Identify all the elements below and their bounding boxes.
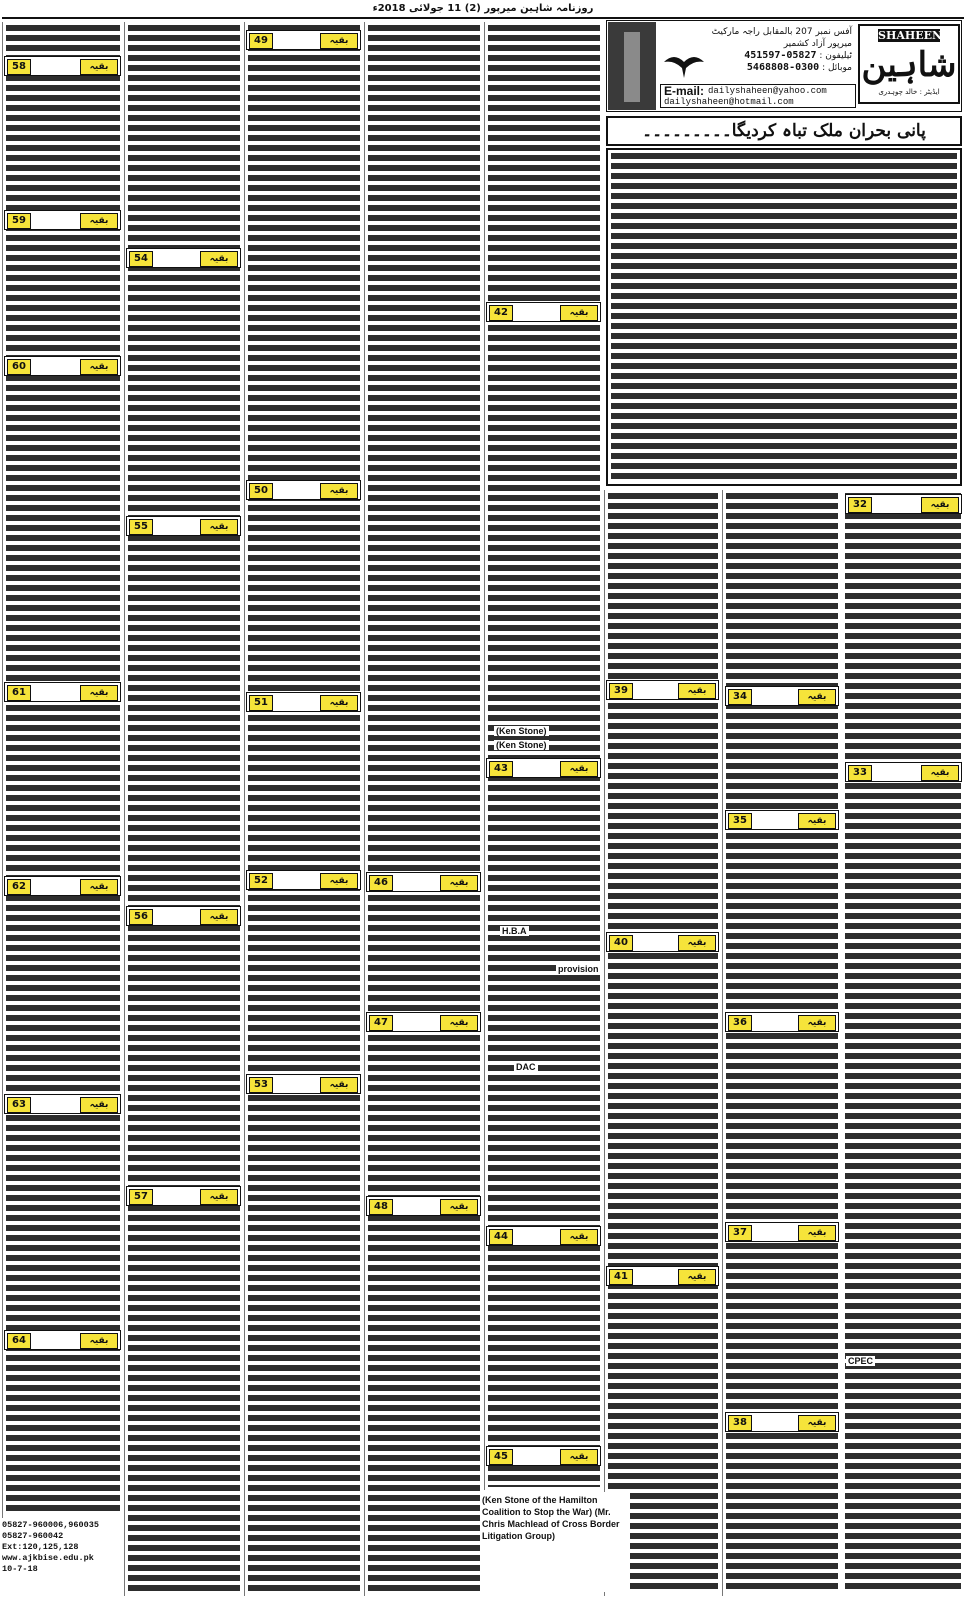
inline-english: (Ken Stone) — [496, 740, 547, 750]
phone-number: 05827-451597 — [744, 50, 817, 61]
inline-english: DAC — [516, 1062, 536, 1072]
footer-line: 10-7-18 — [2, 1564, 38, 1574]
column-text — [364, 22, 483, 1596]
footer-line: 05827-960042 Ext:120,125,128 — [2, 1531, 79, 1552]
continuation-header: بقیہ 35 — [725, 810, 839, 830]
header-rule — [2, 17, 964, 19]
footer-contact — [2, 1520, 120, 1596]
continuation-header: بقیہ 32 — [845, 494, 962, 514]
continuation-header: بقیہ 45 — [486, 1446, 601, 1466]
mobile-line: موبائل : 0300-5468808 — [746, 62, 852, 73]
editorial-title: پانی بحران ملک تباہ کردیگا۔۔۔۔۔۔۔۔۔ — [606, 116, 962, 146]
logo-english: SHAHEEN — [878, 29, 943, 42]
email-label: E-mail: — [664, 84, 705, 98]
inline-english: CPEC — [848, 1356, 874, 1366]
continuation-header: بقیہ 36 — [725, 1012, 839, 1032]
continuation-header: بقیہ 58 — [4, 56, 121, 76]
continuation-header: بقیہ 57 — [126, 1186, 241, 1206]
logo-urdu: شاہین — [861, 45, 957, 85]
mobile-number: 0300-5468808 — [746, 62, 820, 73]
column-text — [842, 490, 964, 1596]
column-text — [244, 22, 363, 1596]
continuation-header: بقیہ 64 — [4, 1330, 121, 1350]
office-address: آفس نمبر 207 بالمقابل راجہ مارکیٹ میرپور آزاد کشمیر — [711, 27, 852, 49]
continuation-header: بقیہ 53 — [246, 1074, 361, 1094]
continuation-header: بقیہ 34 — [725, 686, 839, 706]
continuation-header: بقیہ 44 — [486, 1226, 601, 1246]
continuation-header: بقیہ 54 — [126, 248, 241, 268]
email-address-1: dailyshaheen@yahoo.com — [708, 86, 827, 96]
logo-editor: ایڈیٹر : خالد چوہدری — [878, 88, 940, 96]
continuation-header: بقیہ 43 — [486, 758, 601, 778]
continuation-header: بقیہ 59 — [4, 210, 121, 230]
continuation-header: بقیہ 41 — [606, 1266, 719, 1286]
inline-english: (Ken Stone) — [496, 726, 547, 736]
english-quote-block: (Ken Stone of the Hamilton Coalition to Stop the War) (Mr. Chris Machlead of Cross Border Litigation Group) — [480, 1492, 630, 1592]
footer-line: www.ajkbise.edu.pk — [2, 1553, 94, 1563]
continuation-header: بقیہ 63 — [4, 1094, 121, 1114]
continuation-header: بقیہ 62 — [4, 876, 121, 896]
continuation-header: بقیہ 33 — [845, 762, 962, 782]
continuation-header: بقیہ 56 — [126, 906, 241, 926]
newspaper-logo — [858, 24, 960, 104]
continuation-header: بقیہ 37 — [725, 1222, 839, 1242]
column-text — [484, 22, 603, 1490]
running-head: روزنامہ شاہین میرپور (2) 11 جولائی 2018ء — [372, 3, 594, 14]
email-address-2: dailyshaheen@hotmail.com — [664, 97, 794, 107]
inline-english: H.B.A — [502, 926, 527, 936]
continuation-header: بقیہ 48 — [366, 1196, 481, 1216]
footer-line: 05827-960006,960035 — [2, 1520, 99, 1530]
continuation-header: بقیہ 38 — [725, 1412, 839, 1432]
continuation-header: بقیہ 55 — [126, 516, 241, 536]
column-text — [604, 490, 721, 1596]
column-text — [2, 22, 123, 1518]
continuation-header: بقیہ 42 — [486, 302, 601, 322]
editorial-body — [606, 148, 962, 486]
continuation-header: بقیہ 39 — [606, 680, 719, 700]
phone-line: ٹیلیفون : 05827-451597 — [744, 50, 852, 61]
continuation-header: بقیہ 49 — [246, 30, 361, 50]
continuation-header: بقیہ 61 — [4, 682, 121, 702]
continuation-header: بقیہ 40 — [606, 932, 719, 952]
email-box — [660, 84, 856, 108]
continuation-header: بقیہ 52 — [246, 870, 361, 890]
inline-english: provision — [558, 964, 599, 974]
continuation-header: بقیہ 47 — [366, 1012, 481, 1032]
eagle-icon — [664, 50, 704, 80]
monument-photo — [608, 22, 656, 110]
continuation-header: بقیہ 51 — [246, 692, 361, 712]
continuation-header: بقیہ 60 — [4, 356, 121, 376]
continuation-header: بقیہ 50 — [246, 480, 361, 500]
continuation-header: بقیہ 46 — [366, 872, 481, 892]
